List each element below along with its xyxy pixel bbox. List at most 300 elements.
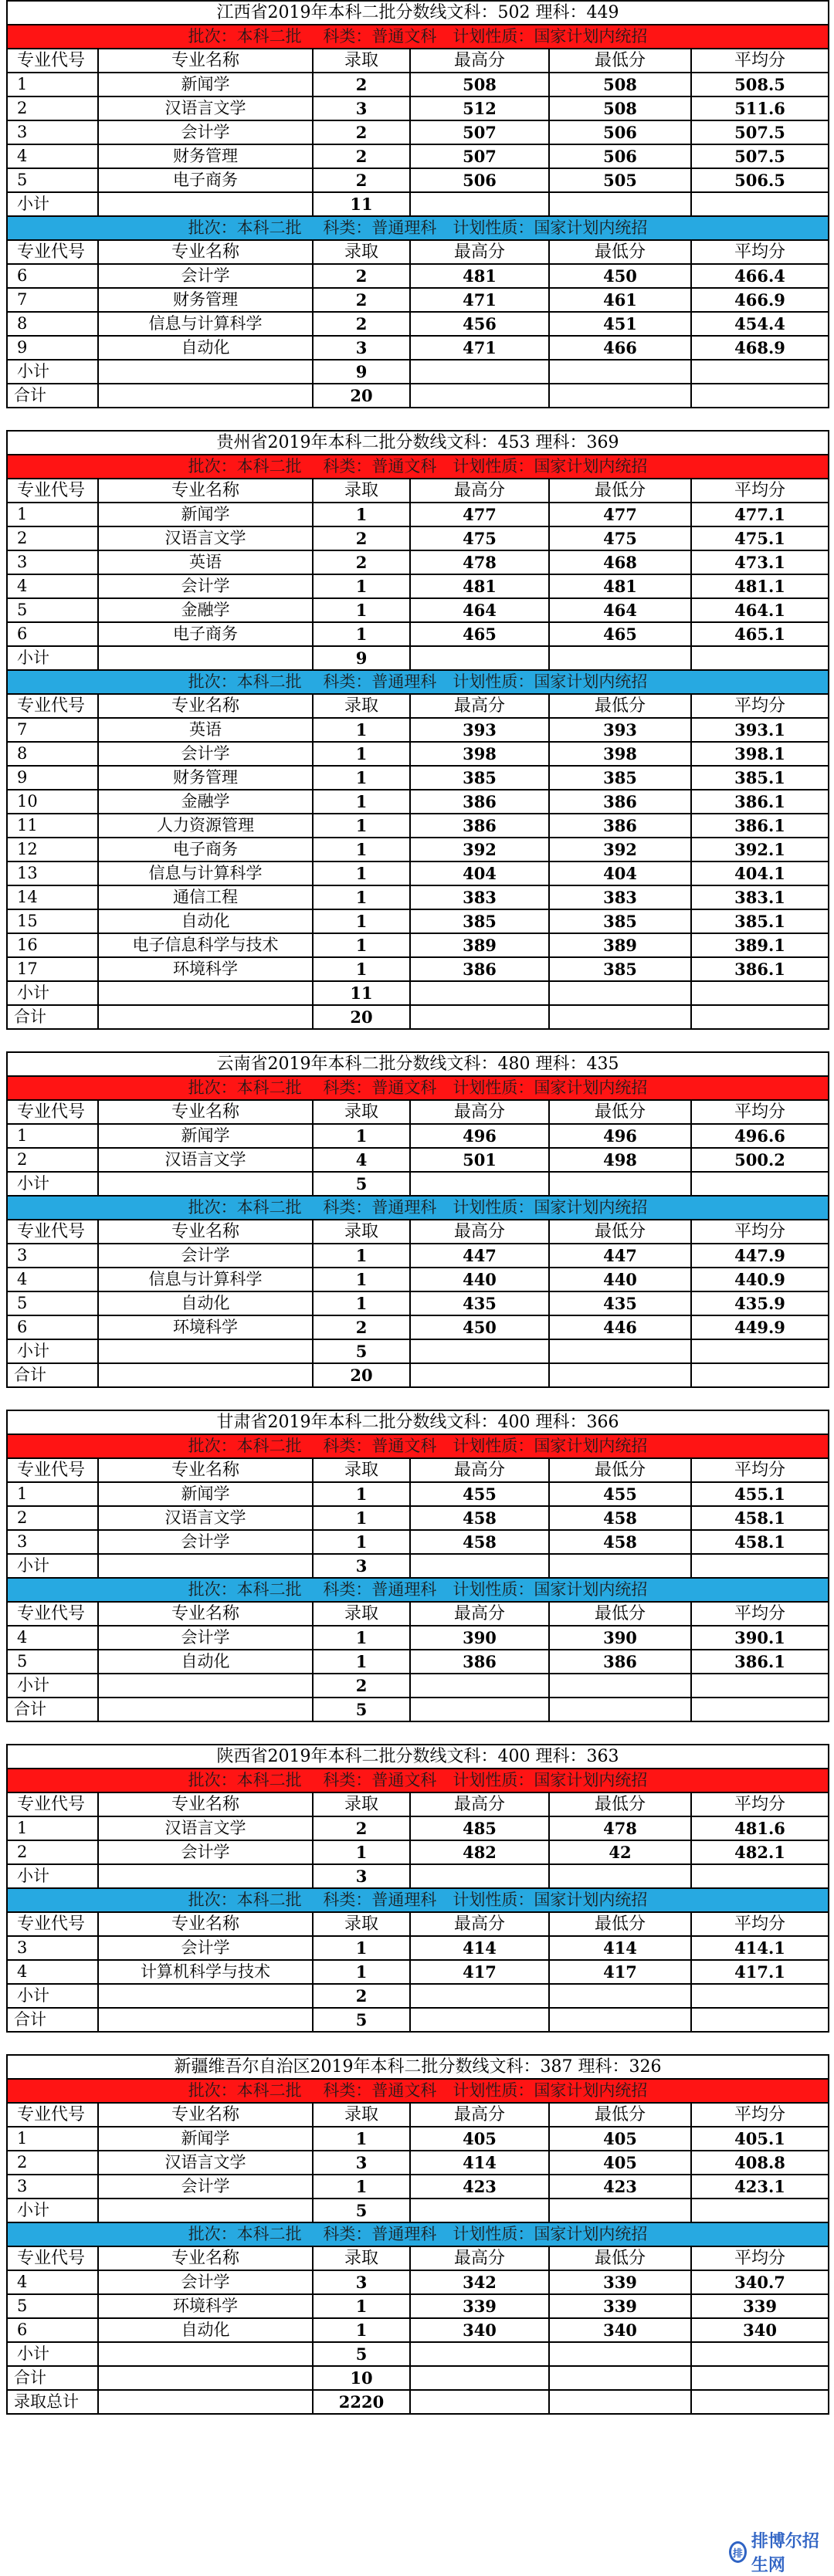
cell-code: 3 (7, 120, 98, 144)
table-row (7, 336, 829, 360)
cell-code: 6 (7, 1315, 98, 1339)
empty-cell (98, 981, 313, 1005)
cell-code: 1 (7, 2127, 98, 2151)
cell-avg: 440.9 (691, 1268, 829, 1291)
cell-min: 383 (549, 885, 691, 909)
empty-cell (549, 1005, 691, 1029)
cell-max: 471 (410, 336, 549, 360)
empty-cell (410, 1984, 549, 2008)
province-table (6, 2054, 829, 2415)
table-row (7, 2294, 829, 2318)
col-header-min: 最低分 (549, 1100, 691, 1124)
cell-admitted: 1 (313, 2318, 410, 2342)
col-header-major: 专业名称 (98, 1220, 313, 1244)
table-row (7, 1506, 829, 1530)
cell-min: 506 (549, 120, 691, 144)
cell-admitted: 1 (313, 742, 410, 766)
table-row (7, 598, 829, 622)
watermark-text: 排博尔招生网 (751, 2532, 819, 2575)
total-label: 合计 (7, 384, 98, 408)
cell-major: 会计学 (98, 1840, 313, 1864)
cell-code: 12 (7, 838, 98, 861)
col-header-max: 最高分 (410, 1458, 549, 1482)
cell-max: 501 (410, 1148, 549, 1172)
cell-code: 9 (7, 766, 98, 790)
header-row (7, 2103, 829, 2127)
cell-avg: 404.1 (691, 861, 829, 885)
col-header-major: 专业名称 (98, 1602, 313, 1626)
cell-avg: 475.1 (691, 526, 829, 550)
batch-banner: 批次：本科二批 科类：普通文科 计划性质：国家计划内统招 (7, 1434, 829, 1458)
empty-cell (691, 1674, 829, 1698)
col-header-code: 专业代号 (7, 240, 98, 264)
cell-major: 金融学 (98, 598, 313, 622)
cell-major: 电子商务 (98, 168, 313, 192)
batch-banner-row (7, 1434, 829, 1458)
table-row (7, 718, 829, 742)
empty-cell (410, 1005, 549, 1029)
col-header-max: 最高分 (410, 2103, 549, 2127)
batch-banner-row (7, 1578, 829, 1602)
cell-major: 计算机科学与技术 (98, 1960, 313, 1984)
cell-avg: 458.1 (691, 1506, 829, 1530)
total-row (7, 1698, 829, 1721)
cell-admitted: 2 (313, 168, 410, 192)
cell-admitted: 2 (313, 526, 410, 550)
cell-major: 通信工程 (98, 885, 313, 909)
total-row (7, 2366, 829, 2390)
col-header-major: 专业名称 (98, 1458, 313, 1482)
cell-admitted: 1 (313, 1291, 410, 1315)
cell-admitted: 2 (313, 312, 410, 336)
cell-code: 7 (7, 718, 98, 742)
col-header-max: 最高分 (410, 1912, 549, 1936)
col-header-code: 专业代号 (7, 479, 98, 503)
cell-min: 475 (549, 526, 691, 550)
table-row (7, 1268, 829, 1291)
province-title-row (7, 1, 829, 25)
cell-major: 金融学 (98, 790, 313, 814)
cell-min: 455 (549, 1482, 691, 1506)
cell-max: 447 (410, 1244, 549, 1268)
empty-cell (410, 1864, 549, 1888)
col-header-major: 专业名称 (98, 49, 313, 73)
empty-cell (410, 1172, 549, 1196)
cell-code: 2 (7, 526, 98, 550)
empty-cell (549, 1984, 691, 2008)
subtotal-value: 11 (313, 192, 410, 216)
cell-avg: 508.5 (691, 73, 829, 96)
watermark-logo-icon: 排 (729, 2541, 747, 2563)
cell-avg: 414.1 (691, 1936, 829, 1960)
cell-major: 汉语言文学 (98, 1506, 313, 1530)
province-title-row (7, 1052, 829, 1076)
cell-max: 512 (410, 96, 549, 120)
cell-admitted: 3 (313, 2151, 410, 2175)
table-row (7, 1244, 829, 1268)
empty-cell (549, 192, 691, 216)
col-header-avg: 平均分 (691, 1792, 829, 1816)
cell-major: 会计学 (98, 742, 313, 766)
subtotal-row (7, 981, 829, 1005)
cell-code: 5 (7, 168, 98, 192)
cell-code: 4 (7, 144, 98, 168)
batch-banner-row (7, 455, 829, 479)
empty-cell (691, 2008, 829, 2032)
cell-min: 393 (549, 718, 691, 742)
cell-min: 435 (549, 1291, 691, 1315)
empty-cell (410, 1554, 549, 1578)
cell-min: 458 (549, 1506, 691, 1530)
cell-admitted: 1 (313, 933, 410, 957)
col-header-max: 最高分 (410, 49, 549, 73)
cell-major: 自动化 (98, 1650, 313, 1674)
cell-admitted: 1 (313, 1650, 410, 1674)
cell-avg: 496.6 (691, 1124, 829, 1148)
empty-cell (691, 360, 829, 384)
total-label: 合计 (7, 1005, 98, 1029)
province-title: 陕西省2019年本科二批分数线文科：400 理科：363 (7, 1745, 829, 1769)
empty-cell (549, 2366, 691, 2390)
total-row (7, 2008, 829, 2032)
batch-banner: 批次：本科二批 科类：普通理科 计划性质：国家计划内统招 (7, 1578, 829, 1602)
cell-avg: 417.1 (691, 1960, 829, 1984)
cell-admitted: 2 (313, 288, 410, 312)
table-row (7, 1840, 829, 1864)
col-header-admitted: 录取 (313, 1458, 410, 1482)
cell-code: 2 (7, 1840, 98, 1864)
col-header-code: 专业代号 (7, 1602, 98, 1626)
cell-code: 3 (7, 1244, 98, 1268)
cell-min: 468 (549, 550, 691, 574)
cell-max: 339 (410, 2294, 549, 2318)
empty-cell (410, 1363, 549, 1387)
cell-max: 481 (410, 574, 549, 598)
subtotal-value: 5 (313, 2199, 410, 2222)
col-header-avg: 平均分 (691, 479, 829, 503)
subtotal-label: 小计 (7, 646, 98, 670)
col-header-max: 最高分 (410, 694, 549, 718)
col-header-avg: 平均分 (691, 1100, 829, 1124)
empty-cell (691, 646, 829, 670)
cell-major: 电子商务 (98, 838, 313, 861)
cell-max: 482 (410, 1840, 549, 1864)
header-row (7, 2246, 829, 2270)
cell-major: 汉语言文学 (98, 96, 313, 120)
empty-cell (549, 1172, 691, 1196)
cell-min: 385 (549, 766, 691, 790)
col-header-code: 专业代号 (7, 2246, 98, 2270)
cell-avg: 466.9 (691, 288, 829, 312)
cell-major: 新闻学 (98, 1124, 313, 1148)
cell-max: 414 (410, 1936, 549, 1960)
province-title-row (7, 1410, 829, 1434)
cell-avg: 392.1 (691, 838, 829, 861)
col-header-major: 专业名称 (98, 240, 313, 264)
col-header-min: 最低分 (549, 694, 691, 718)
col-header-max: 最高分 (410, 1100, 549, 1124)
cell-admitted: 1 (313, 790, 410, 814)
header-row (7, 1220, 829, 1244)
table-row (7, 96, 829, 120)
cell-code: 4 (7, 2270, 98, 2294)
cell-code: 13 (7, 861, 98, 885)
col-header-min: 最低分 (549, 1602, 691, 1626)
col-header-max: 最高分 (410, 1792, 549, 1816)
empty-cell (691, 981, 829, 1005)
cell-avg: 423.1 (691, 2175, 829, 2199)
table-row (7, 1148, 829, 1172)
subtotal-label: 小计 (7, 2342, 98, 2366)
col-header-min: 最低分 (549, 240, 691, 264)
cell-major: 汉语言文学 (98, 1148, 313, 1172)
empty-cell (98, 192, 313, 216)
cell-code: 3 (7, 2175, 98, 2199)
empty-cell (98, 1984, 313, 2008)
table-row (7, 1816, 829, 1840)
cell-code: 6 (7, 264, 98, 288)
empty-cell (549, 2008, 691, 2032)
cell-code: 2 (7, 1506, 98, 1530)
cell-min: 505 (549, 168, 691, 192)
cell-code: 8 (7, 742, 98, 766)
cell-min: 461 (549, 288, 691, 312)
col-header-admitted: 录取 (313, 1792, 410, 1816)
cell-admitted: 1 (313, 1482, 410, 1506)
empty-cell (98, 1172, 313, 1196)
table-row (7, 574, 829, 598)
cell-major: 汉语言文学 (98, 526, 313, 550)
empty-cell (410, 646, 549, 670)
total-row (7, 1363, 829, 1387)
cell-max: 383 (410, 885, 549, 909)
cell-avg: 408.8 (691, 2151, 829, 2175)
cell-major: 环境科学 (98, 2294, 313, 2318)
empty-cell (98, 2366, 313, 2390)
empty-cell (691, 1172, 829, 1196)
cell-admitted: 1 (313, 1268, 410, 1291)
cell-avg: 500.2 (691, 1148, 829, 1172)
cell-code: 3 (7, 1530, 98, 1554)
cell-admitted: 3 (313, 336, 410, 360)
col-header-admitted: 录取 (313, 1602, 410, 1626)
empty-cell (691, 2199, 829, 2222)
cell-min: 404 (549, 861, 691, 885)
cell-min: 339 (549, 2294, 691, 2318)
subtotal-label: 小计 (7, 1172, 98, 1196)
cell-min: 389 (549, 933, 691, 957)
province-title-row (7, 1745, 829, 1769)
subtotal-value: 5 (313, 1172, 410, 1196)
subtotal-value: 11 (313, 981, 410, 1005)
empty-cell (98, 1005, 313, 1029)
cell-min: 386 (549, 814, 691, 838)
empty-cell (410, 2199, 549, 2222)
cell-code: 14 (7, 885, 98, 909)
cell-major: 环境科学 (98, 1315, 313, 1339)
cell-major: 自动化 (98, 1291, 313, 1315)
cell-major: 英语 (98, 550, 313, 574)
empty-cell (98, 2342, 313, 2366)
cell-admitted: 2 (313, 264, 410, 288)
cell-max: 392 (410, 838, 549, 861)
col-header-avg: 平均分 (691, 2246, 829, 2270)
empty-cell (98, 384, 313, 408)
cell-admitted: 1 (313, 861, 410, 885)
cell-max: 417 (410, 1960, 549, 1984)
cell-max: 385 (410, 766, 549, 790)
col-header-admitted: 录取 (313, 1100, 410, 1124)
table-row (7, 503, 829, 526)
subtotal-label: 小计 (7, 1864, 98, 1888)
cell-avg: 385.1 (691, 766, 829, 790)
empty-cell (410, 2008, 549, 2032)
cell-max: 465 (410, 622, 549, 646)
table-row (7, 861, 829, 885)
empty-cell (549, 1554, 691, 1578)
cell-major: 自动化 (98, 2318, 313, 2342)
table-row (7, 1960, 829, 1984)
cell-min: 508 (549, 96, 691, 120)
empty-cell (98, 1339, 313, 1363)
cell-major: 新闻学 (98, 2127, 313, 2151)
cell-code: 15 (7, 909, 98, 933)
table-row (7, 1530, 829, 1554)
subtotal-label: 小计 (7, 981, 98, 1005)
batch-banner-row (7, 1769, 829, 1792)
cell-avg: 458.1 (691, 1530, 829, 1554)
empty-cell (549, 981, 691, 1005)
col-header-max: 最高分 (410, 1220, 549, 1244)
empty-cell (549, 2199, 691, 2222)
empty-cell (691, 2342, 829, 2366)
empty-cell (98, 1363, 313, 1387)
total-value: 10 (313, 2366, 410, 2390)
province-table (6, 0, 829, 408)
table-row (7, 622, 829, 646)
table-row (7, 1315, 829, 1339)
table-row (7, 1124, 829, 1148)
cell-code: 5 (7, 2294, 98, 2318)
empty-cell (691, 2366, 829, 2390)
cell-code: 9 (7, 336, 98, 360)
batch-banner: 批次：本科二批 科类：普通文科 计划性质：国家计划内统招 (7, 25, 829, 49)
empty-cell (98, 1698, 313, 1721)
cell-admitted: 1 (313, 598, 410, 622)
col-header-min: 最低分 (549, 1792, 691, 1816)
total-label: 合计 (7, 2366, 98, 2390)
empty-cell (691, 384, 829, 408)
cell-major: 会计学 (98, 1530, 313, 1554)
table-row (7, 1650, 829, 1674)
cell-code: 1 (7, 1124, 98, 1148)
subtotal-label: 小计 (7, 2199, 98, 2222)
total-row (7, 384, 829, 408)
cell-admitted: 1 (313, 1626, 410, 1650)
cell-min: 478 (549, 1816, 691, 1840)
cell-major: 电子商务 (98, 622, 313, 646)
cell-max: 455 (410, 1482, 549, 1506)
col-header-admitted: 录取 (313, 49, 410, 73)
cell-max: 478 (410, 550, 549, 574)
cell-max: 342 (410, 2270, 549, 2294)
cell-code: 11 (7, 814, 98, 838)
cell-max: 507 (410, 144, 549, 168)
batch-banner-row (7, 2222, 829, 2246)
cell-min: 392 (549, 838, 691, 861)
batch-banner-row (7, 25, 829, 49)
col-header-code: 专业代号 (7, 1100, 98, 1124)
subtotal-value: 5 (313, 2342, 410, 2366)
empty-cell (98, 646, 313, 670)
cell-max: 485 (410, 1816, 549, 1840)
empty-cell (691, 192, 829, 216)
subtotal-row (7, 360, 829, 384)
batch-banner: 批次：本科二批 科类：普通文科 计划性质：国家计划内统招 (7, 2079, 829, 2103)
cell-code: 1 (7, 1482, 98, 1506)
cell-code: 5 (7, 1650, 98, 1674)
table-row (7, 168, 829, 192)
cell-admitted: 1 (313, 2175, 410, 2199)
col-header-avg: 平均分 (691, 2103, 829, 2127)
subtotal-row (7, 1984, 829, 2008)
cell-admitted: 1 (313, 814, 410, 838)
cell-admitted: 2 (313, 550, 410, 574)
cell-code: 1 (7, 73, 98, 96)
empty-cell (410, 384, 549, 408)
empty-cell (691, 1984, 829, 2008)
cell-min: 464 (549, 598, 691, 622)
cell-code: 3 (7, 550, 98, 574)
cell-code: 6 (7, 622, 98, 646)
cell-avg: 398.1 (691, 742, 829, 766)
header-row (7, 1912, 829, 1936)
cell-min: 42 (549, 1840, 691, 1864)
cell-avg: 506.5 (691, 168, 829, 192)
empty-cell (410, 2342, 549, 2366)
batch-banner: 批次：本科二批 科类：普通文科 计划性质：国家计划内统招 (7, 1076, 829, 1100)
cell-max: 423 (410, 2175, 549, 2199)
grand-total-label: 录取总计 (7, 2390, 98, 2414)
cell-min: 405 (549, 2151, 691, 2175)
cell-avg: 466.4 (691, 264, 829, 288)
subtotal-label: 小计 (7, 360, 98, 384)
batch-banner-row (7, 670, 829, 694)
table-row (7, 526, 829, 550)
table-row (7, 838, 829, 861)
cell-min: 466 (549, 336, 691, 360)
col-header-major: 专业名称 (98, 1792, 313, 1816)
cell-code: 2 (7, 96, 98, 120)
cell-code: 3 (7, 1936, 98, 1960)
empty-cell (410, 1698, 549, 1721)
cell-code: 1 (7, 503, 98, 526)
col-header-avg: 平均分 (691, 1912, 829, 1936)
cell-avg: 455.1 (691, 1482, 829, 1506)
empty-cell (410, 1674, 549, 1698)
col-header-min: 最低分 (549, 2103, 691, 2127)
cell-code: 4 (7, 1960, 98, 1984)
header-row (7, 240, 829, 264)
province-table (6, 430, 829, 1030)
cell-avg: 464.1 (691, 598, 829, 622)
subtotal-row (7, 1674, 829, 1698)
cell-code: 8 (7, 312, 98, 336)
cell-major: 财务管理 (98, 144, 313, 168)
cell-max: 386 (410, 814, 549, 838)
empty-cell (410, 1339, 549, 1363)
total-label: 合计 (7, 2008, 98, 2032)
